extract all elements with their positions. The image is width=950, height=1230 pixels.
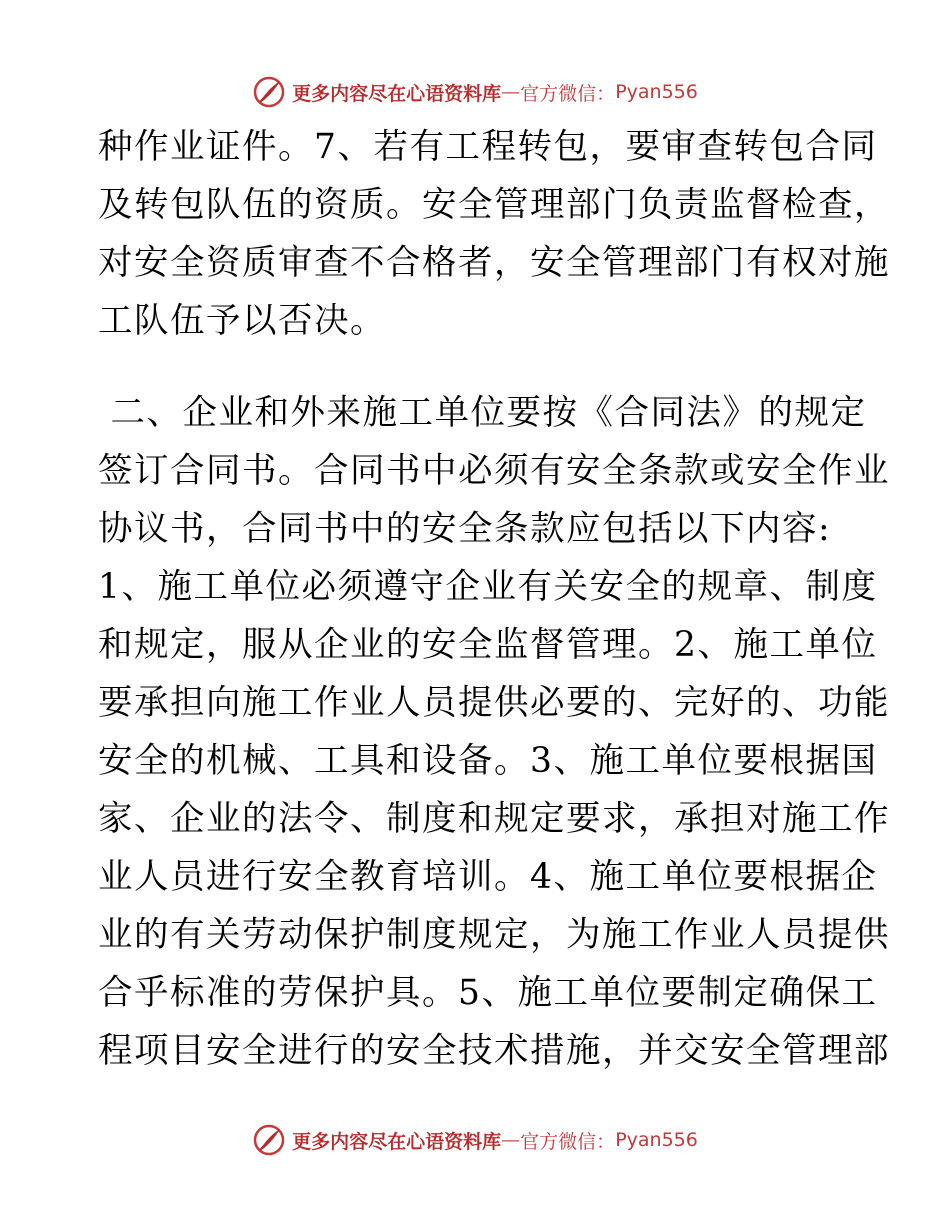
feather-pen-logo-icon bbox=[252, 1123, 286, 1157]
text-line: 签订合同书。合同书中必须有安全条款或安全作业 bbox=[98, 451, 890, 491]
watermark-wechat-label: 官方微信： bbox=[520, 82, 616, 105]
text-line: 要承担向施工作业人员提供必要的、完好的、功能 bbox=[98, 683, 890, 723]
text-line: 安全的机械、工具和设备。3、施工单位要根据国 bbox=[98, 741, 878, 781]
header-watermark bbox=[0, 72, 950, 112]
watermark-wechat-id: Pyan556 bbox=[615, 81, 698, 103]
text-line: 业的有关劳动保护制度规定，为施工作业人员提供 bbox=[98, 915, 890, 955]
watermark-wechat-id: Pyan556 bbox=[615, 1129, 698, 1151]
feather-pen-logo-icon bbox=[252, 75, 286, 109]
watermark-wechat-label: 官方微信： bbox=[520, 1130, 616, 1153]
text-line: 种作业证件。7、若有工程转包，要审查转包合同 bbox=[98, 127, 878, 167]
text-line: 程项目安全进行的安全技术措施，并交安全管理部 bbox=[98, 1031, 890, 1071]
watermark-dash: — bbox=[501, 1129, 521, 1151]
paragraph-spacer bbox=[98, 350, 868, 384]
watermark-main-text: 更多内容尽在心语资料库 bbox=[292, 1130, 502, 1153]
text-line: 1、施工单位必须遵守企业有关安全的规章、制度 bbox=[98, 567, 878, 607]
paragraph-1 bbox=[98, 118, 890, 350]
text-line: 工队伍予以否决。 bbox=[98, 301, 386, 341]
footer-watermark bbox=[0, 1120, 950, 1160]
text-line: 二、企业和外来施工单位要按《合同法》的规定 bbox=[98, 393, 867, 433]
watermark-dash: — bbox=[501, 81, 521, 103]
text-line: 及转包队伍的资质。安全管理部门负责监督检查， bbox=[98, 185, 890, 225]
body-text bbox=[98, 118, 890, 1080]
text-line: 合乎标准的劳保护具。5、施工单位要制定确保工 bbox=[98, 973, 878, 1013]
text-line: 协议书，合同书中的安全条款应包括以下内容: bbox=[98, 509, 832, 549]
watermark-main-text: 更多内容尽在心语资料库 bbox=[292, 82, 502, 105]
text-line: 家、企业的法令、制度和规定要求，承担对施工作 bbox=[98, 799, 890, 839]
text-line: 对安全资质审查不合格者，安全管理部门有权对施 bbox=[98, 243, 890, 283]
paragraph-2 bbox=[98, 384, 890, 1080]
text-line: 业人员进行安全教育培训。4、施工单位要根据企 bbox=[98, 857, 878, 897]
text-line: 和规定，服从企业的安全监督管理。2、施工单位 bbox=[98, 625, 878, 665]
